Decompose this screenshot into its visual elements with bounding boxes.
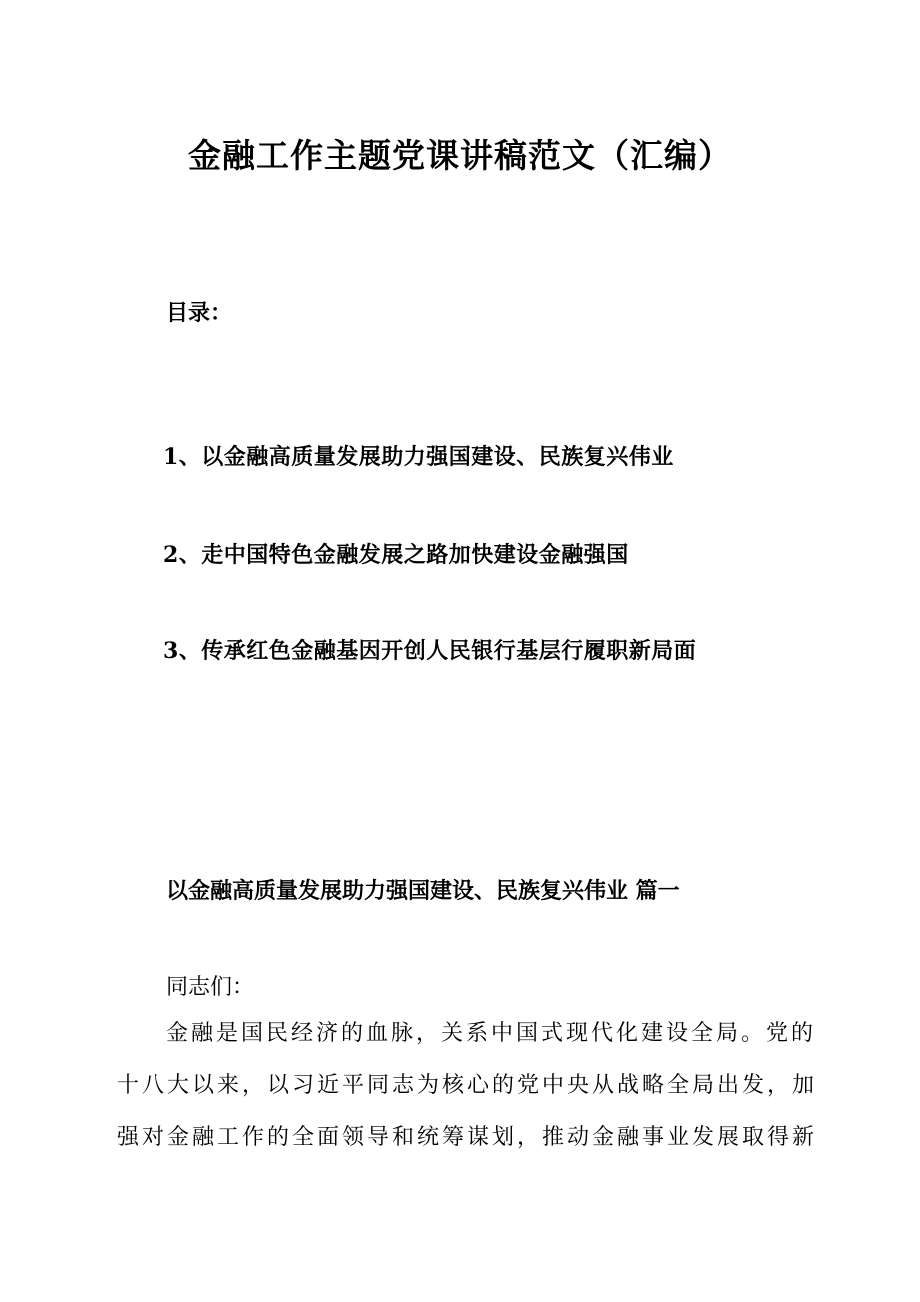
body-text-line: 十八大以来，以习近平同志为核心的党中央从战略全局出发，加: [117, 1073, 818, 1098]
body-text-line: 金融是国民经济的血脉，关系中国式现代化建设全局。党的: [166, 1021, 817, 1046]
toc-heading: 目录：: [166, 300, 233, 326]
toc-item-3: 3、传承红色金融基因开创人民银行基层行履职新局面: [163, 638, 697, 664]
toc-item-2: 2、走中国特色金融发展之路加快建设金融强国: [163, 542, 629, 568]
toc-item-1: 1、以金融高质量发展助力强国建设、民族复兴伟业: [163, 444, 674, 470]
body-text-line: 强对金融工作的全面领导和统筹谋划，推动金融事业发展取得新: [117, 1125, 818, 1150]
document-title: 金融工作主题党课讲稿范文（汇编）: [188, 136, 732, 175]
salutation: 同志们：: [166, 975, 255, 1000]
section-heading: 以金融高质量发展助力强国建设、民族复兴伟业 篇一: [166, 878, 680, 904]
